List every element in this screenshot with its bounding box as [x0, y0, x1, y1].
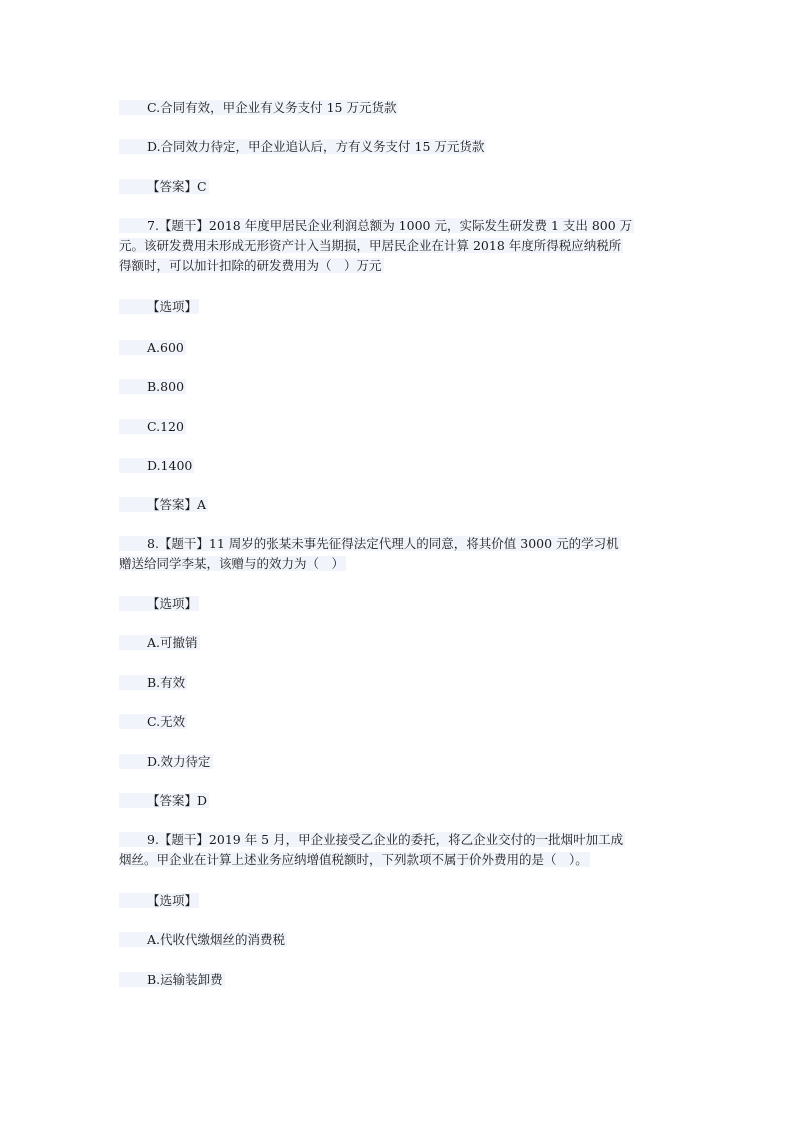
- q9-options-label: 【选项】: [119, 891, 199, 910]
- q7-stem-line3: 得额时，可以加计扣除的研发费用为（ ）万元: [119, 258, 382, 273]
- q7-options-label: 【选项】: [119, 297, 199, 316]
- q9-stem-line2: 烟丝。甲企业在计算上述业务应纳增值税额时，下列款项不属于价外费用的是（ ）。: [119, 852, 588, 867]
- q9-option-b: B.运输装卸费: [119, 970, 225, 989]
- q9-option-a: A.代收代缴烟丝的消费税: [119, 930, 287, 949]
- q8-option-d: D.效力待定: [119, 752, 213, 771]
- q7-stem-line1: 7.【题干】2018 年度甲居民企业利润总额为 1000 元，实际发生研发费 1 支出 800 万: [119, 216, 634, 235]
- q6-answer: 【答案】C: [119, 177, 209, 196]
- q9-stem-line1: 9.【题干】2019 年 5 月，甲企业接受乙企业的委托，将乙企业交付的一批烟叶加工成: [119, 830, 625, 849]
- q8-option-b: B.有效: [119, 673, 187, 692]
- q8-answer: 【答案】D: [119, 791, 209, 810]
- q8-option-c: C.无效: [119, 712, 187, 731]
- q8-option-a: A.可撤销: [119, 633, 200, 652]
- q7-option-c: C.120: [119, 417, 186, 436]
- q6-option-c: C.合同有效，甲企业有义务支付 15 万元货款: [119, 98, 398, 117]
- q6-option-d: D.合同效力待定，甲企业追认后，方有义务支付 15 万元货款: [119, 137, 486, 156]
- q7-option-d: D.1400: [119, 456, 194, 475]
- q7-stem-line2: 元。该研发费用未形成无形资产计入当期损，甲居民企业在计算 2018 年度所得税应纳税所: [119, 238, 622, 253]
- q8-options-label: 【选项】: [119, 594, 199, 613]
- q7-answer: 【答案】A: [119, 495, 208, 514]
- q7-option-b: B.800: [119, 377, 186, 396]
- q8-stem-line1: 8.【题干】11 周岁的张某未事先征得法定代理人的同意，将其价值 3000 元的学习机: [119, 534, 621, 553]
- q7-option-a: A.600: [119, 338, 186, 357]
- q8-stem-line2: 赠送给同学李某，该赠与的效力为（ ）: [119, 556, 345, 571]
